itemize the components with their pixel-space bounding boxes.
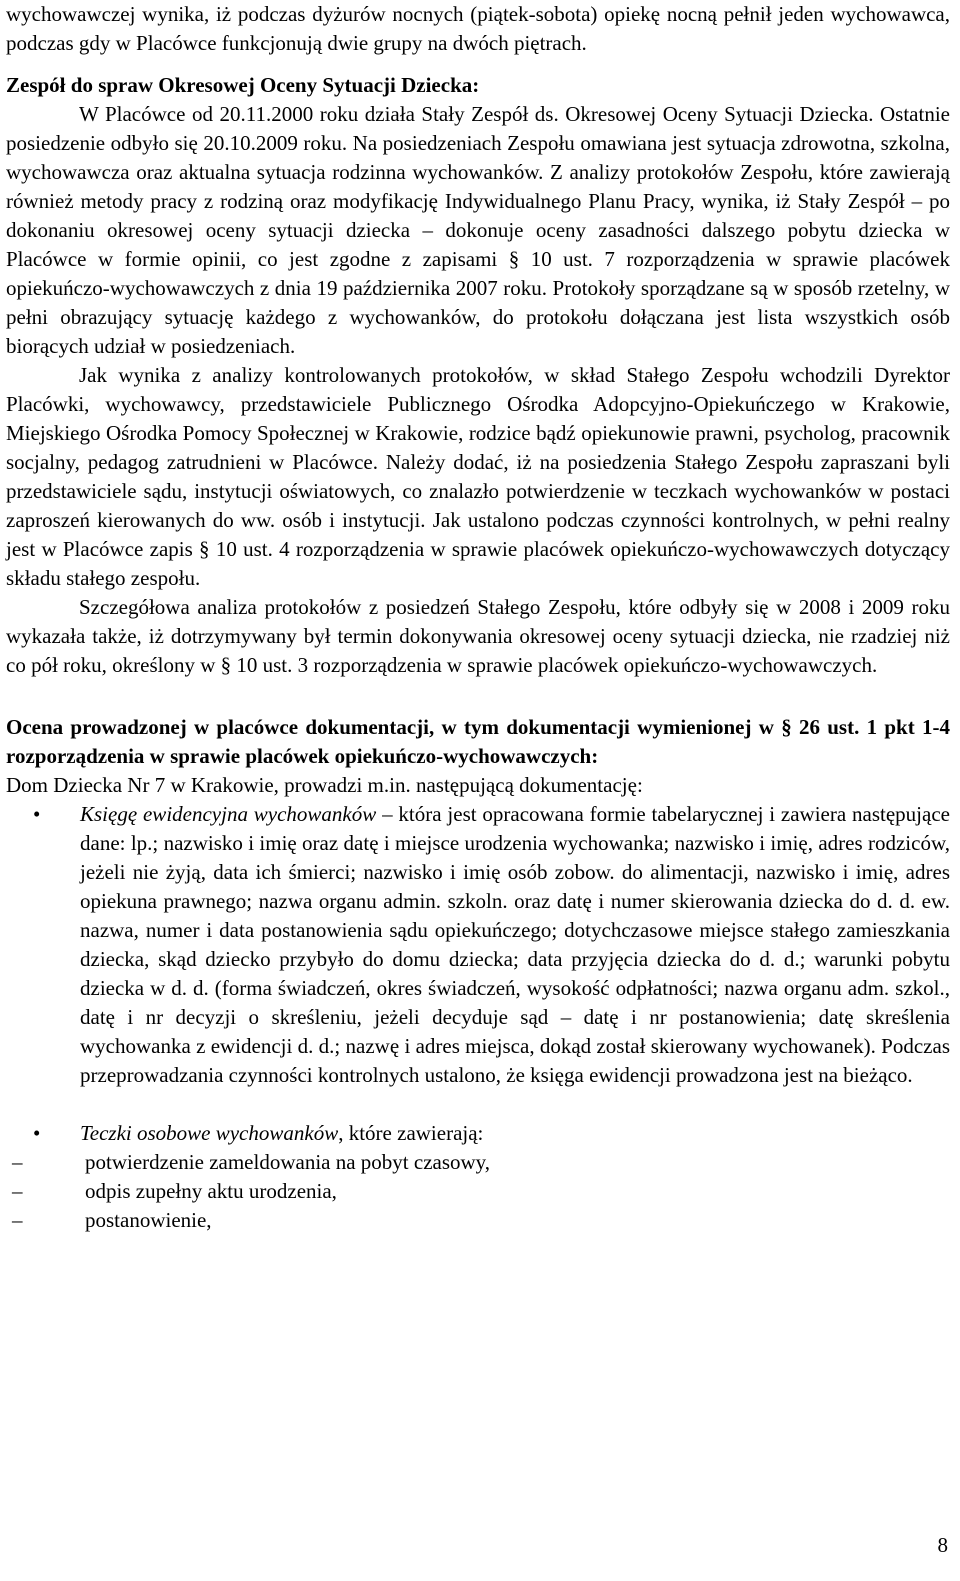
paragraph-analiza: Szczegółowa analiza protokołów z posiedzeń Stałego Zespołu, które odbyły się w 2008 i 2009 roku wykazała także, iż dotrzymywany był termin dokonywania okresowej oceny sytuacji dziecka, nie rzadziej niż co pół roku, określony w § 10 ust. 3 rozporządzenia w sprawie placówek opiekuńczo-wychowawczych. — [6, 595, 950, 677]
page-number: 8 — [937, 1533, 948, 1557]
paragraph-intro: wychowawczej wynika, iż podczas dyżurów nocnych (piątek-sobota) opiekę nocną pełnił jeden wychowawca, podczas gdy w Placówce funkcjonują dwie grupy na dwóch piętrach. — [6, 2, 950, 55]
dash-icon: – — [12, 1150, 23, 1174]
bullet1-title: Księgę ewidencyjna wychowanków — [80, 802, 377, 826]
document-page — [6, 0, 950, 1235]
bullet2-title: Teczki osobowe wychowanków — [80, 1121, 339, 1145]
list-item — [6, 1177, 950, 1206]
list-item — [6, 1119, 950, 1148]
bullet-icon: • — [33, 1121, 41, 1145]
bullet2-body: , które zawierają: — [338, 1121, 484, 1145]
dash-item-text: postanowienie, — [85, 1208, 212, 1232]
zespol-text-b: Na posiedzeniach Zespołu omawiana jest sytuacja zdrowotna, szkolna, wychowawcza oraz aktualna sytuacja rodzinna wychowanków. — [6, 131, 950, 184]
paragraph-zespol — [6, 100, 950, 361]
dash-icon: – — [12, 1179, 23, 1203]
zespol-text-c: Z analizy protokołów Zespołu, które zawierają również metody pracy z rodziną oraz modyfikację Indywidualnego Planu Pracy, wynika, iż Stały Zespół – po dokonaniu okresowej oceny sytuacji dziecka – dokonuje oceny zasadności dalszego pobytu dziecka w Placówce w formie opinii, co jest zgodne z zapisami § 10 ust. 7 rozporządzenia w sprawie placówek opiekuńczo-wychowawczych z dnia 19 października 2007 roku. — [6, 160, 950, 300]
list-item — [6, 800, 950, 1090]
heading-zespol: Zespół do spraw Okresowej Oceny Sytuacji Dziecka: — [6, 73, 480, 97]
paragraph-dom: Dom Dziecka Nr 7 w Krakowie, prowadzi m.in. następującą dokumentację: — [6, 773, 643, 797]
list-item — [6, 1148, 950, 1177]
documentation-list — [6, 800, 950, 1148]
bullet1-body: – która jest opracowana formie tabelarycznej i zawiera następujące dane: lp.; nazwisko i imię oraz datę i miejsce urodzenia wychowanka; nazwisko i imię, adres rodziców, jeżeli nie żyją, data ich śmierci; nazwisko i imię osób zobow. do alimentacji, nazwisko i imię, adres opiekuna prawnego; nazwa organu admin. szkoln. oraz datę i numer skierowania dziecka do d. d. ew. nazwa, numer i data postanowienia sądu opiekuńczego; dotychczasowe miejsce stałego zamieszkania dziecka, skąd dziecko przybyło do domu dziecka; data przyjęcia dziecka do d. d.; warunki pobytu dziecka w d. d. (forma świadczeń, okres świadczeń, wysokość odpłatności; nazwa organu adm. szkol., datę i nr decyzji o skreśleniu, jeżeli decyduje sąd – datę i nr postanowienia; datę skreślenia wychowanka z ewidencji d. d.; nazwę i adres miejsca, dokąd został skierowany wychowanek). Podczas przeprowadzania czynności kontrolnych ustalono, że księga ewidencji prowadzona jest na bieżąco. — [80, 802, 950, 1087]
paragraph-sklad: Jak wynika z analizy kontrolowanych protokołów, w skład Stałego Zespołu wchodzili Dyrektor Placówki, wychowawcy, przedstawiciele Publicznego Ośrodka Adopcyjno-Opiekuńczego w Krakowie, Miejskiego Ośrodka Pomocy Społecznej w Krakowie, rodzice bądź opiekunowie prawni, psycholog, pracownik socjalny, pedagog zatrudnieni w Placówce. Należy dodać, iż na posiedzenia Stałego Zespołu zapraszani byli przedstawiciele sądu, instytucji oświatowych, co znalazło potwierdzenie w teczkach wychowanków w postaci zaproszeń kierowanych do ww. osób i instytucji. Jak ustalono podczas czynności kontrolnych, w pełni realny jest w Placówce zapis § 10 ust. 4 rozporządzenia w sprawie placówek opiekuńczo-wychowawczych dotyczący składu stałego zespołu. — [6, 363, 950, 590]
dash-item-text: potwierdzenie zameldowania na pobyt czasowy, — [85, 1150, 491, 1174]
zespol-text-a: W Placówce od 20.11.2000 roku działa Stały Zespół ds. Okresowej Oceny Sytuacji Dziecka. Ostatnie posiedzenie odbyło się 20.10.2009 roku. — [6, 102, 950, 155]
bullet-icon: • — [33, 802, 41, 826]
heading-ocena: Ocena prowadzonej w placówce dokumentacji, w tym dokumentacji wymienionej w § 26 ust. 1 pkt 1-4 rozporządzenia w sprawie placówek opiekuńczo-wychowawczych: — [6, 715, 950, 768]
dash-icon: – — [12, 1208, 23, 1232]
dash-item-text: odpis zupełny aktu urodzenia, — [85, 1179, 337, 1203]
zespol-text-d: Protokoły sporządzane są w sposób rzetelny, w pełni obrazujący sytuację każdego z wychowanków, do protokołu dołączana jest lista wszystkich osób biorących udział w posiedzeniach. — [6, 276, 950, 358]
list-item — [6, 1206, 950, 1235]
